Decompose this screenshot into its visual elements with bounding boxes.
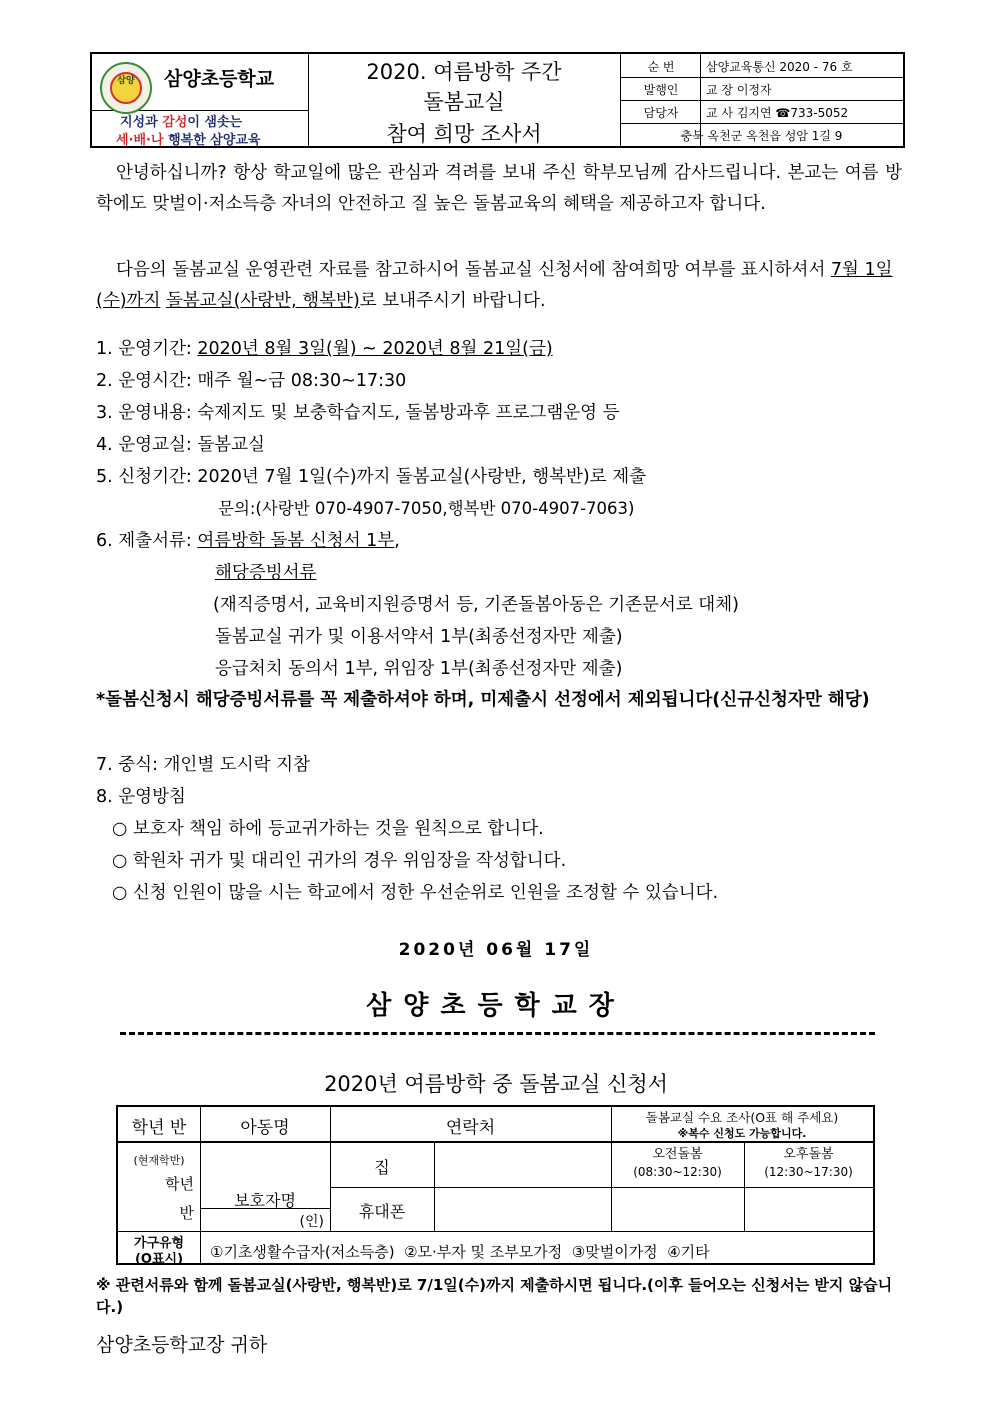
submission-note: ※ 관련서류와 함께 돌봄교실(사랑반, 행복반)로 7/1일(수)까지 제출하시면 됩니다.(이후 들어오는 신청서는 받지 않습니다.)	[96, 1276, 893, 1316]
seal-label: (인)	[299, 1214, 324, 1230]
school-name: 삼양초등학교	[164, 68, 275, 90]
header-box	[90, 52, 905, 148]
form-header-grade: 학년 반	[131, 1118, 187, 1138]
item-6-doc-2-note: (재직증명서, 교육비지원증명서 등, 기존돌봄아동은 기존문서로 대체)	[213, 595, 739, 615]
home-phone-label: 집	[374, 1158, 390, 1177]
morning-care: 오전돌봄	[652, 1147, 703, 1162]
principal-signature: 삼양초등학교장	[366, 991, 626, 1021]
item-7: 7. 중식: 개인별 도시락 지참	[96, 755, 310, 775]
doc-title-line-1: 2020. 여름방학 주간	[366, 60, 562, 84]
item-1: 1. 운영기간: 2020년 8월 3일(월) ~ 2020년 8월 21일(금)	[96, 339, 553, 359]
meta-key-publisher: 발행인	[643, 83, 679, 97]
meta-value-publisher: 교 장 이정자	[706, 83, 772, 97]
form-header-contact: 연락처	[445, 1118, 496, 1138]
afternoon-care-time: (12:30~17:30)	[764, 1165, 853, 1179]
closing-addressee: 삼양초등학교장 귀하	[96, 1334, 268, 1356]
form-header-survey-note: ※복수 신청도 가능합니다.	[677, 1127, 807, 1140]
logo-text: 삼양	[117, 76, 135, 86]
slogan-line-2: 세·배·나 행복한 삼양교육	[116, 133, 261, 148]
item-4: 4. 운영교실: 돌봄교실	[96, 435, 265, 455]
item-5: 5. 신청기간: 2020년 7월 1일(수)까지 돌봄교실(사랑반, 행복반)로 제출	[96, 467, 647, 487]
item-6: 6. 제출서류: 여름방학 돌봄 신청서 1부,	[96, 531, 400, 551]
item-2: 2. 운영시간: 매주 월~금 08:30~17:30	[96, 371, 407, 391]
grade-label: 학년	[165, 1175, 194, 1193]
doc-title-line-3: 참여 희망 조사서	[386, 122, 542, 146]
form-header-child: 아동명	[240, 1118, 290, 1138]
issue-date: 2020년 06월 17일	[398, 940, 594, 960]
morning-care-time: (08:30~12:30)	[633, 1165, 722, 1179]
family-type-options: ①기초생활수급자(저소득층) ②모·부자 및 조부모가정 ③맞벌이가정 ④기타	[210, 1243, 710, 1261]
meta-key-contact: 담당자	[643, 106, 679, 120]
submission-warning: *돌봄신청시 해당증빙서류를 꼭 제출하셔야 하며, 미제출시 선정에서 제외됩니다(신규신청자만 해당)	[96, 690, 870, 710]
intro-paragraph-2: 다음의 돌봄교실 운영관련 자료를 참고하시어 돌봄교실 신청서에 참여희망 여부를 표시하셔서 7월 1일(수)까지 돌봄교실(사랑반, 행복반)로 보내주시기 바랍니다.	[96, 260, 893, 311]
application-form	[116, 1105, 875, 1265]
item-5-inquiry: 문의:(사랑반 070-4907-7050,행복반 070-4907-7063)	[218, 499, 635, 518]
afternoon-care: 오후돌봄	[783, 1147, 834, 1162]
item-6-doc-3: 돌봄교실 귀가 및 이용서약서 1부(최종선정자만 제출)	[215, 627, 623, 647]
meta-value-number: 삼양교육통신 2020 - 76 호	[706, 60, 853, 74]
item-8: 8. 운영방침	[96, 787, 186, 807]
item-3: 3. 운영내용: 숙제지도 및 보충학습지도, 돌봄방과후 프로그램운영 등	[96, 403, 620, 423]
policy-3: ○ 신청 인원이 많을 시는 학교에서 정한 우선순위로 인원을 조정할 수 있습니다.	[112, 883, 719, 903]
guardian-label: 보호자명	[234, 1191, 296, 1210]
form-header-survey: 돌봄교실 수요 조사(O표 해 주세요)	[645, 1110, 839, 1125]
family-type-mark: (O표시)	[134, 1252, 184, 1267]
doc-title-line-2: 돌봄교실	[423, 90, 505, 114]
family-type-label: 가구유형	[133, 1236, 185, 1251]
form-title: 2020년 여름방학 중 돌봄교실 신청서	[324, 1072, 668, 1096]
policy-2: ○ 학원차 귀가 및 대리인 귀가의 경우 위임장을 작성합니다.	[112, 851, 567, 871]
slogan-line-1: 지성과 감성이 샘솟는	[120, 115, 243, 130]
school-address: 충북 옥천군 옥천읍 성암 1길 9	[680, 129, 843, 143]
intro-paragraph-1: 안녕하십니까? 항상 학교일에 많은 관심과 격려를 보내 주신 학부모님께 감사드립니다. 본교는 여름 방학에도 맞벌이·저소득층 자녀의 안전하고 질 높은 돌봄교육의 혜택을 제공하고자 합니다.	[96, 163, 902, 214]
meta-value-contact: 교 사 김지연 ☎733-5052	[706, 106, 849, 120]
item-6-doc-2: 해당증빙서류	[215, 563, 317, 583]
mobile-label: 휴대폰	[358, 1202, 406, 1221]
item-6-doc-4: 응급처치 동의서 1부, 위임장 1부(최종선정자만 제출)	[215, 659, 623, 679]
meta-key-number: 순 번	[647, 60, 675, 74]
policy-1: ○ 보호자 책임 하에 등교귀가하는 것을 원칙으로 합니다.	[112, 819, 544, 839]
school-logo	[100, 62, 152, 114]
current-grade-label: (현재학반)	[133, 1154, 185, 1167]
cut-line	[120, 1032, 875, 1035]
class-label: 반	[179, 1204, 194, 1222]
